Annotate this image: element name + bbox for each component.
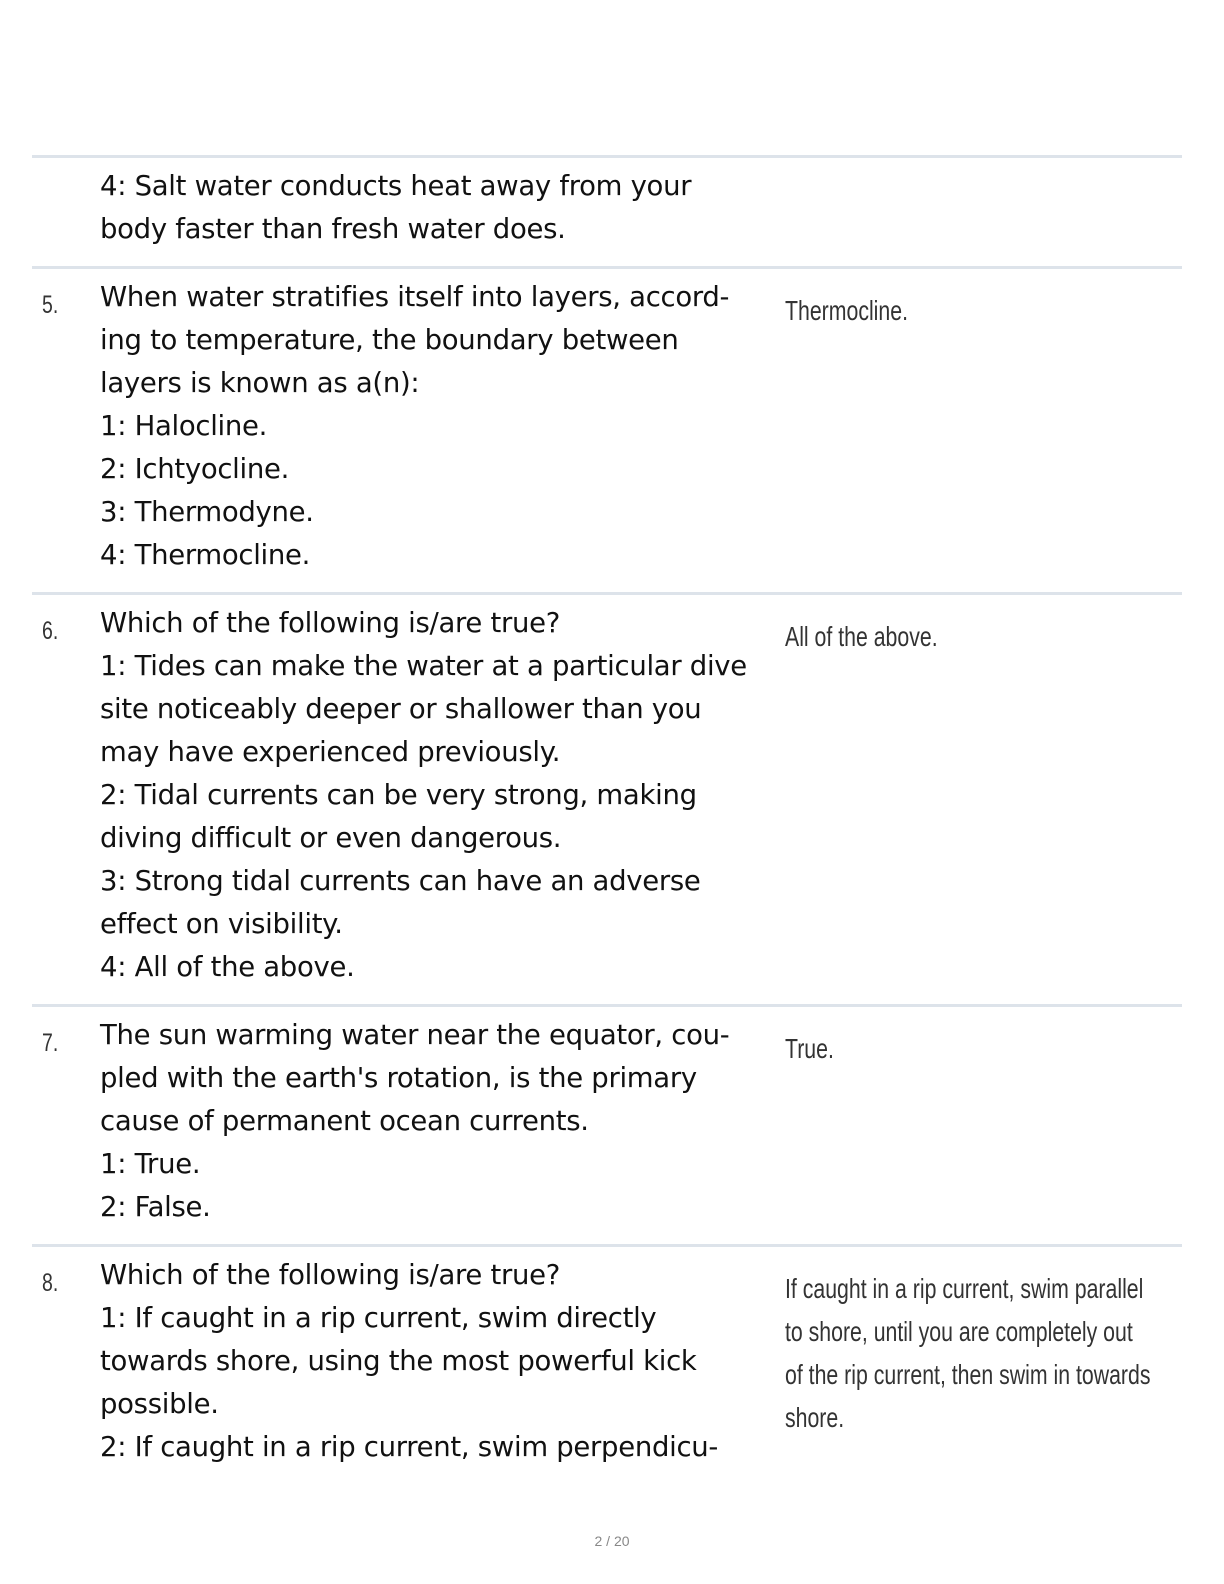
option-line: 2: Tidal currents can be very strong, making — [100, 779, 697, 811]
question-row-7 — [32, 1007, 1182, 1244]
option-line: 2: False. — [100, 1191, 211, 1223]
answer-line: to shore, until you are completely out — [785, 1316, 1133, 1347]
option-line: 3: Thermodyne. — [100, 496, 314, 528]
question-text — [100, 165, 790, 251]
answer-text — [785, 615, 1157, 658]
answer-line: shore. — [785, 1402, 845, 1433]
question-text — [100, 1254, 790, 1469]
question-line: pled with the earth's rotation, is the primary — [100, 1062, 697, 1094]
question-text — [100, 276, 790, 577]
question-number: 6. — [42, 617, 59, 645]
option-line: may have experienced previously. — [100, 736, 561, 768]
option-line: 1: Tides can make the water at a particular dive — [100, 650, 747, 682]
option-line: 4: All of the above. — [100, 951, 355, 983]
answer-text — [785, 1027, 1157, 1070]
option-line: possible. — [100, 1388, 219, 1420]
question-number: 5. — [42, 291, 59, 319]
page-indicator: 2 / 20 — [594, 1533, 630, 1549]
option-line: 1: Halocline. — [100, 410, 268, 442]
question-number: 8. — [42, 1269, 59, 1297]
question-row-8 — [32, 1247, 1182, 1484]
option-line: 1: True. — [100, 1148, 201, 1180]
question-number: 7. — [42, 1029, 59, 1057]
question-text — [100, 602, 790, 989]
option-line: 2: If caught in a rip current, swim perpendicu- — [100, 1431, 719, 1463]
option-line: 3: Strong tidal currents can have an adverse — [100, 865, 701, 897]
answer-line: All of the above. — [785, 621, 938, 652]
answer-text — [785, 1267, 1157, 1439]
option-line: 1: If caught in a rip current, swim directly — [100, 1302, 657, 1334]
question-line: 4: Salt water conducts heat away from your — [100, 170, 692, 202]
question-text — [100, 1014, 790, 1229]
option-line: 4: Thermocline. — [100, 539, 311, 571]
option-line: site noticeably deeper or shallower than you — [100, 693, 702, 725]
option-line: towards shore, using the most powerful kick — [100, 1345, 697, 1377]
answer-line: True. — [785, 1033, 834, 1064]
quiz-table — [32, 155, 1182, 1484]
question-line: ing to temperature, the boundary between — [100, 324, 679, 356]
question-line: When water stratifies itself into layers, accord- — [100, 281, 730, 313]
question-line: Which of the following is/are true? — [100, 607, 561, 639]
option-line: effect on visibility. — [100, 908, 343, 940]
answer-line: of the rip current, then swim in towards — [785, 1359, 1151, 1390]
question-row-6 — [32, 595, 1182, 1004]
question-row-4-continued — [32, 158, 1182, 266]
question-line: Which of the following is/are true? — [100, 1259, 561, 1291]
question-line: body faster than fresh water does. — [100, 213, 566, 245]
answer-line: If caught in a rip current, swim parallel — [785, 1273, 1144, 1304]
question-line: layers is known as a(n): — [100, 367, 420, 399]
option-line: diving difficult or even dangerous. — [100, 822, 562, 854]
answer-line: Thermocline. — [785, 295, 909, 326]
question-row-5 — [32, 269, 1182, 592]
question-line: The sun warming water near the equator, cou- — [100, 1019, 730, 1051]
question-line: cause of permanent ocean currents. — [100, 1105, 589, 1137]
option-line: 2: Ichtyocline. — [100, 453, 290, 485]
answer-text — [785, 289, 1157, 332]
